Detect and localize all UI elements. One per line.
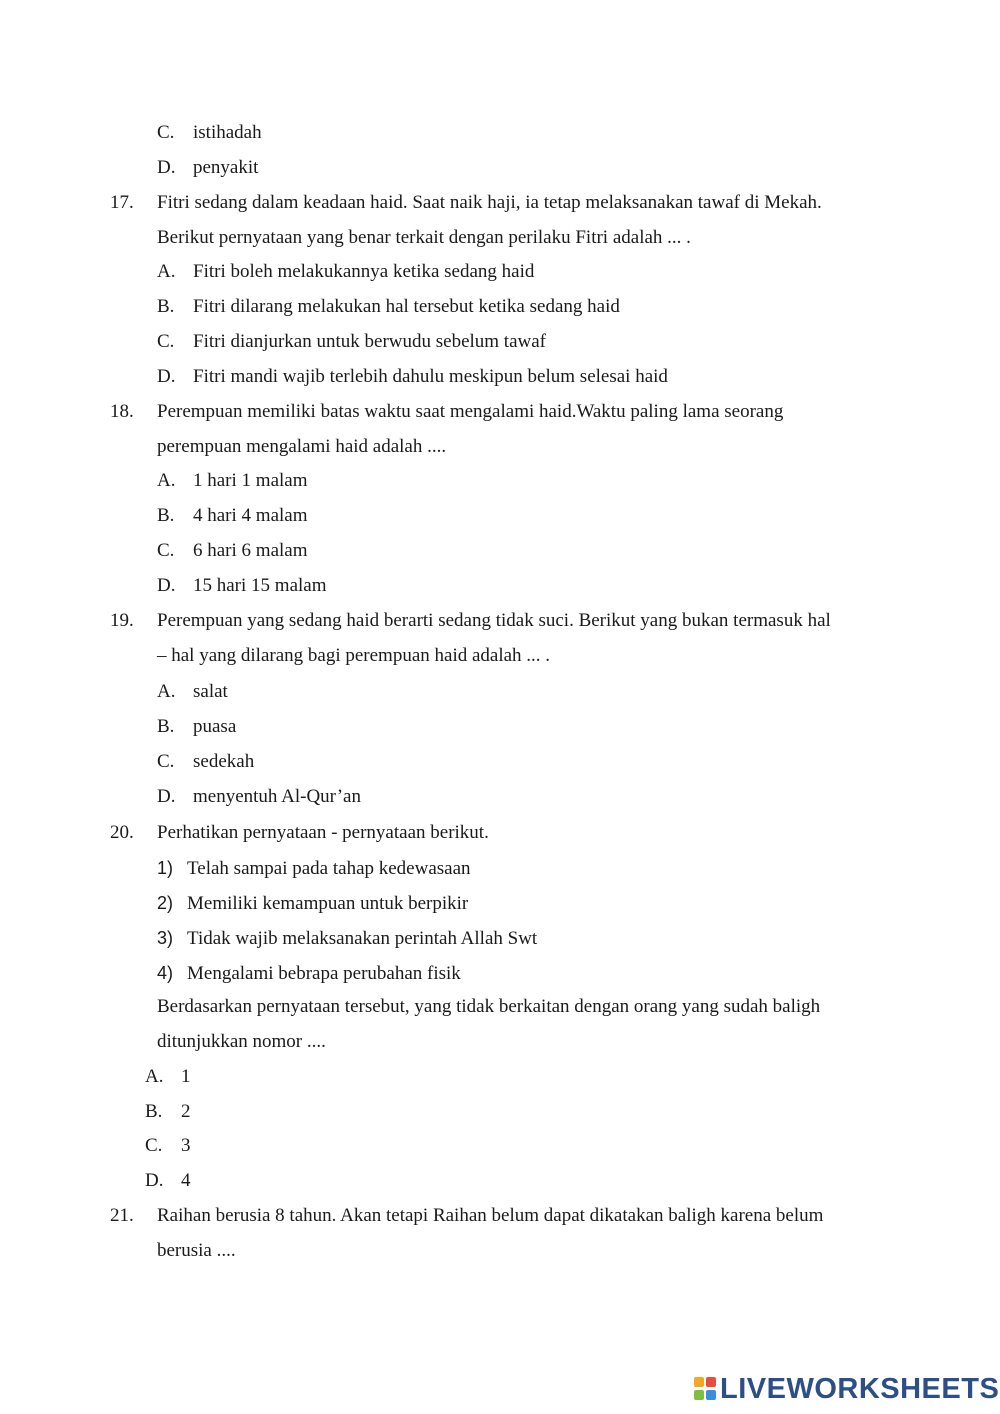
liveworksheets-logo-text: LIVEWORKSHEETS xyxy=(720,1372,1000,1405)
option-letter: A. xyxy=(157,261,176,282)
option-letter: C. xyxy=(157,122,175,143)
option-text: 4 hari 4 malam xyxy=(193,505,308,526)
liveworksheets-logo xyxy=(692,1372,999,1406)
option-letter: B. xyxy=(145,1101,163,1122)
q20-statement-1 xyxy=(157,856,471,881)
option-letter: A. xyxy=(157,681,176,702)
q20-option-c[interactable] xyxy=(145,1134,191,1158)
statement-text: Memiliki kemampuan untuk berpikir xyxy=(187,893,469,914)
option-letter: D. xyxy=(157,575,176,596)
q21-number: 21. xyxy=(110,1205,134,1226)
option-letter: C. xyxy=(157,540,175,561)
q20-number: 20. xyxy=(110,822,134,843)
statement-number: 4) xyxy=(157,963,174,983)
q20-text-line-2: ditunjukkan nomor .... xyxy=(157,1031,326,1052)
option-text: Fitri dilarang melakukan hal tersebut ketika sedang haid xyxy=(193,296,620,317)
statement-number: 2) xyxy=(157,893,174,913)
q20-statement-3 xyxy=(157,926,537,951)
option-letter: B. xyxy=(157,716,175,737)
option-letter: D. xyxy=(157,157,176,178)
option-text: Fitri mandi wajib terlebih dahulu meskipun belum selesai haid xyxy=(193,366,668,387)
q19-number: 19. xyxy=(110,610,134,631)
q17-option-b[interactable] xyxy=(157,295,620,319)
option-text: 6 hari 6 malam xyxy=(193,540,308,561)
statement-number: 1) xyxy=(157,858,174,878)
option-letter: B. xyxy=(157,505,175,526)
option-text: istihadah xyxy=(193,122,262,143)
q20-option-b[interactable] xyxy=(145,1100,191,1124)
liveworksheets-logo-icon xyxy=(692,1375,718,1403)
q18-option-b[interactable] xyxy=(157,504,308,528)
q19-option-c[interactable] xyxy=(157,750,254,774)
option-letter: B. xyxy=(157,296,175,317)
statement-text: Telah sampai pada tahap kedewasaan xyxy=(187,858,471,879)
option-letter: D. xyxy=(157,366,176,387)
option-letter: A. xyxy=(145,1066,164,1087)
q20-statement-4 xyxy=(157,961,461,986)
option-text: penyakit xyxy=(193,157,259,178)
option-text: Fitri dianjurkan untuk berwudu sebelum tawaf xyxy=(193,331,547,352)
statement-text: Tidak wajib melaksanakan perintah Allah Swt xyxy=(187,928,538,949)
option-letter: C. xyxy=(145,1135,163,1156)
statement-number: 3) xyxy=(157,928,174,948)
q17-option-c[interactable] xyxy=(157,330,546,354)
option-text: salat xyxy=(193,681,228,702)
q20-intro: Perhatikan pernyataan - pernyataan berikut. xyxy=(157,822,489,843)
option-letter: A. xyxy=(157,470,176,491)
option-letter: D. xyxy=(157,786,176,807)
option-letter: C. xyxy=(157,331,175,352)
option-text: sedekah xyxy=(193,751,255,772)
q16-option-c[interactable] xyxy=(157,121,262,145)
option-text: 3 xyxy=(181,1135,191,1156)
q19-option-b[interactable] xyxy=(157,715,236,739)
q18-option-a[interactable] xyxy=(157,469,308,493)
q16-option-d[interactable] xyxy=(157,156,258,180)
q19-text-line-1: Perempuan yang sedang haid berarti sedang tidak suci. Berikut yang bukan termasuk hal xyxy=(157,610,831,631)
q20-text-line-1: Berdasarkan pernyataan tersebut, yang tidak berkaitan dengan orang yang sudah baligh xyxy=(157,996,821,1017)
option-text: Fitri boleh melakukannya ketika sedang haid xyxy=(193,261,535,282)
option-text: 1 hari 1 malam xyxy=(193,470,308,491)
q18-option-c[interactable] xyxy=(157,539,308,563)
option-text: 15 hari 15 malam xyxy=(193,575,327,596)
option-letter: C. xyxy=(157,751,175,772)
option-text: 4 xyxy=(181,1170,191,1191)
q17-option-a[interactable] xyxy=(157,260,534,284)
q18-number: 18. xyxy=(110,401,134,422)
q20-option-d[interactable] xyxy=(145,1169,191,1193)
q19-option-d[interactable] xyxy=(157,785,361,809)
q21-text-line-2: berusia .... xyxy=(157,1240,236,1261)
option-text: 2 xyxy=(181,1101,191,1122)
q17-text-line-1: Fitri sedang dalam keadaan haid. Saat naik haji, ia tetap melaksanakan tawaf di Mekah. xyxy=(157,192,822,213)
statement-text: Mengalami bebrapa perubahan fisik xyxy=(187,963,461,984)
q17-number: 17. xyxy=(110,192,134,213)
q18-option-d[interactable] xyxy=(157,574,327,598)
q20-option-a[interactable] xyxy=(145,1065,191,1089)
q18-text-line-1: Perempuan memiliki batas waktu saat mengalami haid.Waktu paling lama seorang xyxy=(157,401,784,422)
q17-option-d[interactable] xyxy=(157,365,668,389)
q17-text-line-2: Berikut pernyataan yang benar terkait dengan perilaku Fitri adalah ... . xyxy=(157,227,691,248)
option-text: puasa xyxy=(193,716,237,737)
option-text: 1 xyxy=(181,1066,191,1087)
q21-text-line-1: Raihan berusia 8 tahun. Akan tetapi Raihan belum dapat dikatakan baligh karena belum xyxy=(157,1205,824,1226)
q20-statement-2 xyxy=(157,891,468,916)
option-letter: D. xyxy=(145,1170,164,1191)
q18-text-line-2: perempuan mengalami haid adalah .... xyxy=(157,436,447,457)
q19-option-a[interactable] xyxy=(157,680,228,704)
q19-text-line-2: – hal yang dilarang bagi perempuan haid adalah ... . xyxy=(157,645,551,666)
option-text: menyentuh Al-Qur’an xyxy=(193,786,361,807)
